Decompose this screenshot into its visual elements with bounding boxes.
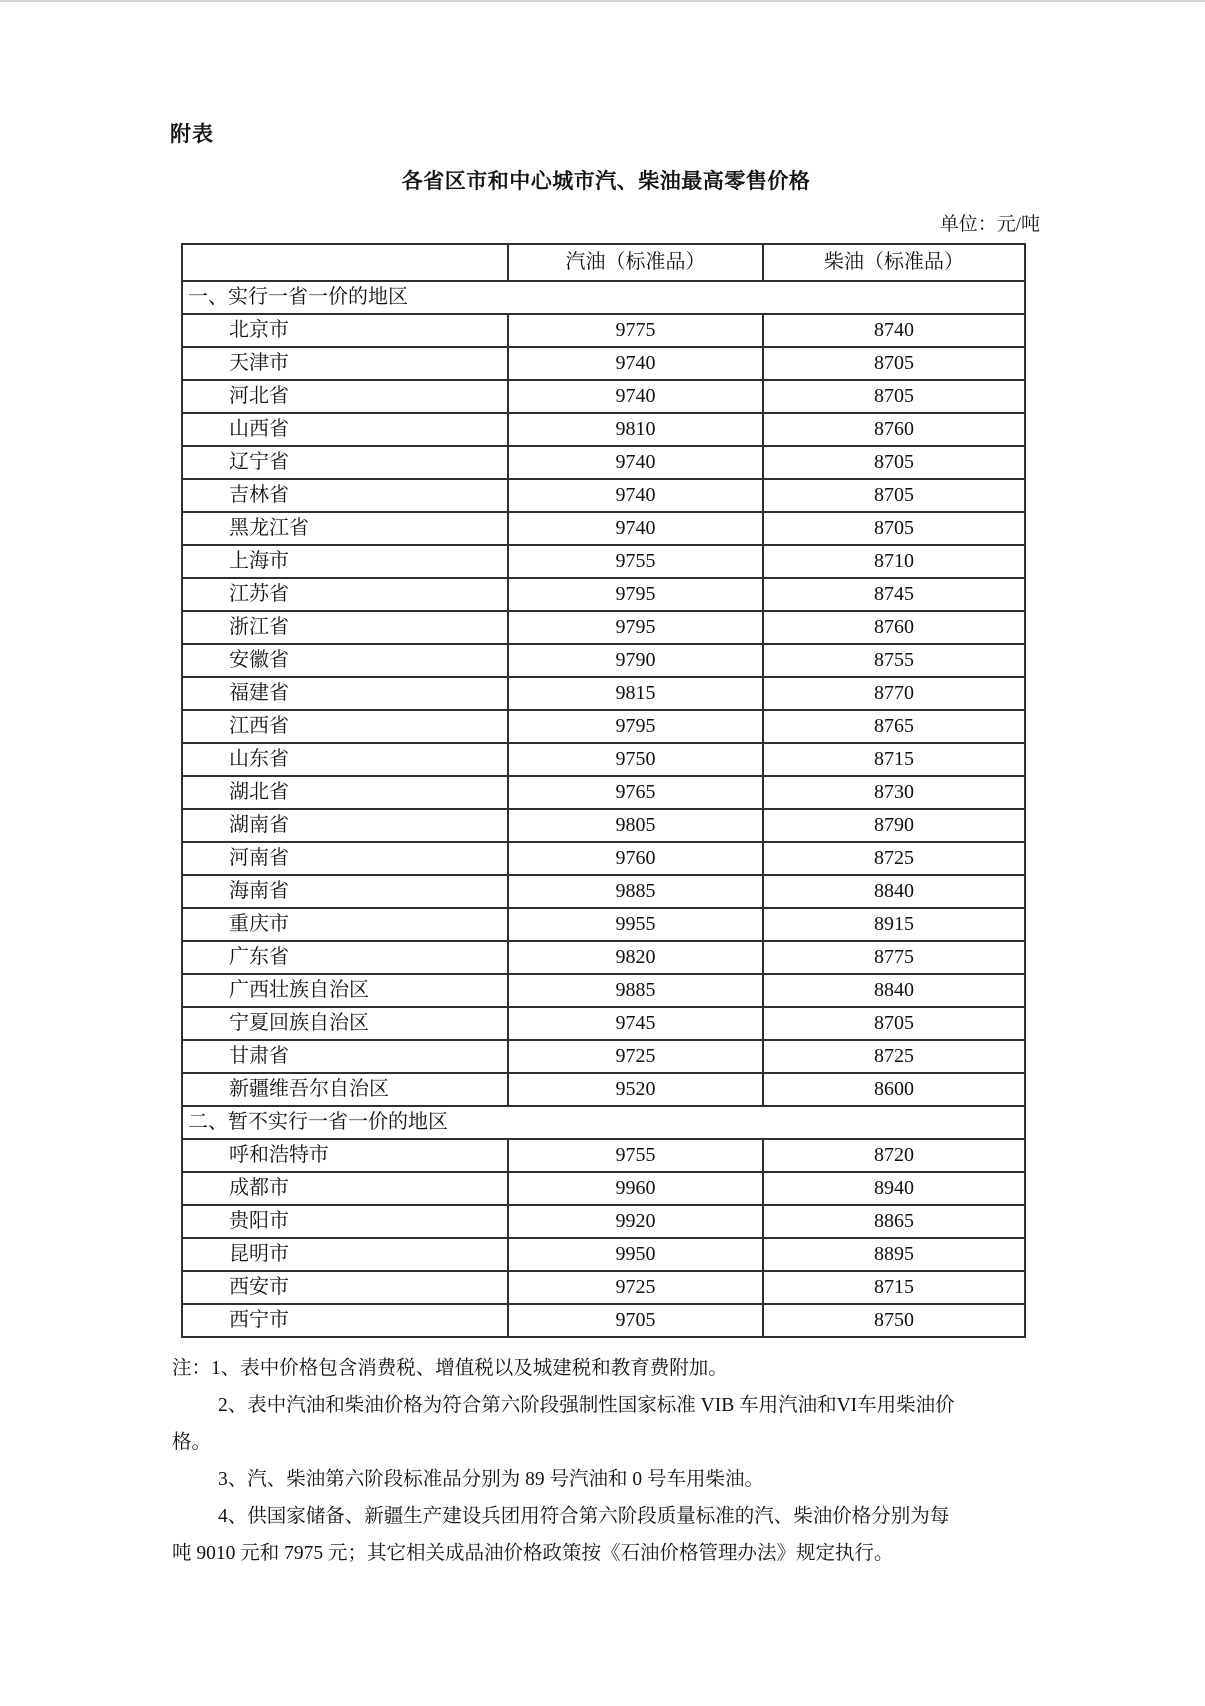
table-row [182, 677, 1025, 710]
table-row [182, 908, 1025, 941]
table-row [182, 512, 1025, 545]
diesel-cell: 8940 [763, 1172, 1025, 1205]
gasoline-cell: 9765 [508, 776, 763, 809]
gasoline-cell: 9740 [508, 347, 763, 380]
diesel-cell: 8755 [763, 644, 1025, 677]
appendix-label: 附表 [170, 122, 214, 146]
table-row [182, 479, 1025, 512]
gasoline-cell: 9810 [508, 413, 763, 446]
gasoline-cell: 9775 [508, 314, 763, 347]
section-row [182, 1106, 1025, 1139]
price-table [181, 243, 1026, 1338]
gasoline-cell: 9745 [508, 1007, 763, 1040]
table-row [182, 314, 1025, 347]
diesel-cell: 8715 [763, 1271, 1025, 1304]
table-row [182, 776, 1025, 809]
gasoline-cell: 9950 [508, 1238, 763, 1271]
table-row [182, 347, 1025, 380]
section-row [182, 281, 1025, 314]
table-row [182, 1238, 1025, 1271]
gasoline-cell: 9960 [508, 1172, 763, 1205]
table-header-row [182, 244, 1025, 281]
diesel-column-header: 柴油（标准品） [763, 244, 1025, 281]
table-row [182, 380, 1025, 413]
table-row [182, 842, 1025, 875]
table-row [182, 941, 1025, 974]
region-cell: 黑龙江省 [182, 512, 508, 545]
gasoline-cell: 9740 [508, 512, 763, 545]
gasoline-cell: 9885 [508, 974, 763, 1007]
region-cell: 湖南省 [182, 809, 508, 842]
diesel-cell: 8730 [763, 776, 1025, 809]
note-line: 4、供国家储备、新疆生产建设兵团用符合第六阶段质量标准的汽、柴油价格分别为每 [218, 1506, 950, 1527]
diesel-cell: 8760 [763, 611, 1025, 644]
region-cell: 重庆市 [182, 908, 508, 941]
region-cell: 山西省 [182, 413, 508, 446]
note-line: 3、汽、柴油第六阶段标准品分别为 89 号汽油和 0 号车用柴油。 [218, 1469, 765, 1490]
table-row [182, 743, 1025, 776]
region-cell: 上海市 [182, 545, 508, 578]
note-line: 2、表中汽油和柴油价格为符合第六阶段强制性国家标准 VIB 车用汽油和VI车用柴油价 [218, 1395, 955, 1416]
gasoline-cell: 9705 [508, 1304, 763, 1337]
gasoline-cell: 9795 [508, 710, 763, 743]
diesel-cell: 8750 [763, 1304, 1025, 1337]
diesel-cell: 8715 [763, 743, 1025, 776]
diesel-cell: 8705 [763, 479, 1025, 512]
table-row [182, 644, 1025, 677]
diesel-cell: 8765 [763, 710, 1025, 743]
region-cell: 吉林省 [182, 479, 508, 512]
diesel-cell: 8710 [763, 545, 1025, 578]
diesel-cell: 8745 [763, 578, 1025, 611]
region-cell: 成都市 [182, 1172, 508, 1205]
diesel-cell: 8775 [763, 941, 1025, 974]
document-page [0, 2, 1205, 1612]
gasoline-cell: 9955 [508, 908, 763, 941]
diesel-cell: 8705 [763, 512, 1025, 545]
region-cell: 江西省 [182, 710, 508, 743]
diesel-cell: 8705 [763, 380, 1025, 413]
table-row [182, 1205, 1025, 1238]
table-row [182, 974, 1025, 1007]
region-cell: 河南省 [182, 842, 508, 875]
table-row [182, 545, 1025, 578]
table-row [182, 578, 1025, 611]
region-cell: 河北省 [182, 380, 508, 413]
diesel-cell: 8895 [763, 1238, 1025, 1271]
region-cell: 湖北省 [182, 776, 508, 809]
section-header-cell: 一、实行一省一价的地区 [182, 281, 1025, 314]
diesel-cell: 8705 [763, 347, 1025, 380]
note-line: 注：1、表中价格包含消费税、增值税以及城建税和教育费附加。 [172, 1358, 728, 1379]
region-cell: 辽宁省 [182, 446, 508, 479]
document-title: 各省区市和中心城市汽、柴油最高零售价格 [401, 169, 811, 193]
notes [172, 1350, 1042, 1572]
gasoline-cell: 9755 [508, 1139, 763, 1172]
region-cell: 北京市 [182, 314, 508, 347]
gasoline-cell: 9750 [508, 743, 763, 776]
gasoline-cell: 9725 [508, 1040, 763, 1073]
diesel-cell: 8865 [763, 1205, 1025, 1238]
note-line: 吨 9010 元和 7975 元；其它相关成品油价格政策按《石油价格管理办法》规定执行。 [172, 1543, 894, 1564]
gasoline-cell: 9740 [508, 446, 763, 479]
table-row [182, 413, 1025, 446]
gasoline-cell: 9820 [508, 941, 763, 974]
diesel-cell: 8740 [763, 314, 1025, 347]
gasoline-cell: 9740 [508, 380, 763, 413]
table-row [182, 1139, 1025, 1172]
diesel-cell: 8705 [763, 1007, 1025, 1040]
diesel-cell: 8725 [763, 1040, 1025, 1073]
region-cell: 新疆维吾尔自治区 [182, 1073, 508, 1106]
region-cell: 呼和浩特市 [182, 1139, 508, 1172]
diesel-cell: 8760 [763, 413, 1025, 446]
gasoline-cell: 9790 [508, 644, 763, 677]
note-line: 格。 [172, 1432, 212, 1453]
gasoline-cell: 9755 [508, 545, 763, 578]
region-cell: 广西壮族自治区 [182, 974, 508, 1007]
diesel-cell: 8600 [763, 1073, 1025, 1106]
table-row [182, 1040, 1025, 1073]
gasoline-cell: 9740 [508, 479, 763, 512]
region-cell: 海南省 [182, 875, 508, 908]
table-row [182, 710, 1025, 743]
table-row [182, 446, 1025, 479]
diesel-cell: 8840 [763, 875, 1025, 908]
region-cell: 广东省 [182, 941, 508, 974]
section-header-cell: 二、暂不实行一省一价的地区 [182, 1106, 1025, 1139]
region-cell: 西安市 [182, 1271, 508, 1304]
region-cell: 昆明市 [182, 1238, 508, 1271]
gasoline-cell: 9815 [508, 677, 763, 710]
region-cell: 贵阳市 [182, 1205, 508, 1238]
gasoline-cell: 9805 [508, 809, 763, 842]
region-cell: 浙江省 [182, 611, 508, 644]
region-column-header [182, 244, 508, 281]
unit-label: 单位：元/吨 [939, 214, 1040, 235]
gasoline-cell: 9795 [508, 578, 763, 611]
table-row [182, 809, 1025, 842]
gasoline-cell: 9920 [508, 1205, 763, 1238]
diesel-cell: 8840 [763, 974, 1025, 1007]
table-row [182, 1304, 1025, 1337]
gasoline-cell: 9885 [508, 875, 763, 908]
table-row [182, 1271, 1025, 1304]
table-row [182, 1172, 1025, 1205]
table-row [182, 1073, 1025, 1106]
region-cell: 天津市 [182, 347, 508, 380]
gasoline-cell: 9520 [508, 1073, 763, 1106]
region-cell: 江苏省 [182, 578, 508, 611]
price-table-body [182, 281, 1025, 1337]
region-cell: 西宁市 [182, 1304, 508, 1337]
table-row [182, 875, 1025, 908]
diesel-cell: 8720 [763, 1139, 1025, 1172]
table-row [182, 1007, 1025, 1040]
diesel-cell: 8915 [763, 908, 1025, 941]
diesel-cell: 8705 [763, 446, 1025, 479]
region-cell: 福建省 [182, 677, 508, 710]
diesel-cell: 8770 [763, 677, 1025, 710]
region-cell: 甘肃省 [182, 1040, 508, 1073]
region-cell: 山东省 [182, 743, 508, 776]
gasoline-cell: 9760 [508, 842, 763, 875]
region-cell: 宁夏回族自治区 [182, 1007, 508, 1040]
diesel-cell: 8790 [763, 809, 1025, 842]
gasoline-column-header: 汽油（标准品） [508, 244, 763, 281]
gasoline-cell: 9725 [508, 1271, 763, 1304]
diesel-cell: 8725 [763, 842, 1025, 875]
table-row [182, 611, 1025, 644]
region-cell: 安徽省 [182, 644, 508, 677]
gasoline-cell: 9795 [508, 611, 763, 644]
